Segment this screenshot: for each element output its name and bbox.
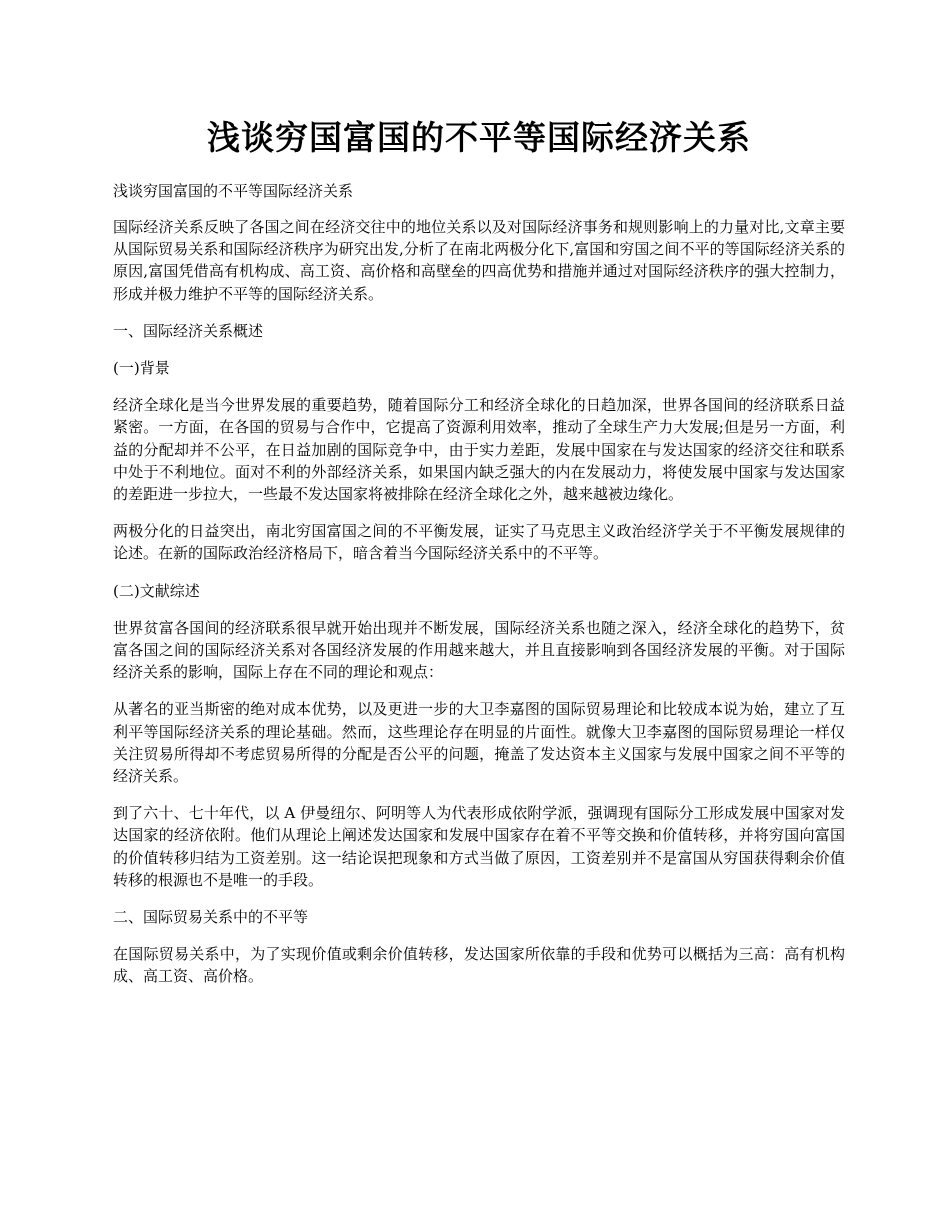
section-heading: 一、国际经济关系概述	[113, 321, 264, 340]
document-subtitle: 浅谈穷国富国的不平等国际经济关系	[113, 182, 354, 200]
paragraph: 到了六十、七十年代，以 A 伊曼纽尔、阿明等人为代表形成依附学派，强调现有国际分工形成发展中国家对发达国家的经济依附。他们从理论上阐述发达国家和发展中国家存在着不平等交换和价值转移，并将穷国向富国的价值转移归结为工资差别。这一结论误把现象和方式当做了原因，工资差别并不是富国从穷国获得剩余价值转移的根源也不是唯一的手段。	[113, 804, 845, 889]
section-heading: (二)文献综述	[113, 581, 200, 600]
document-page	[113, 0, 845, 1003]
section-heading: 二、国际贸易关系中的不平等	[113, 908, 309, 927]
document-title: 浅谈穷国富国的不平等国际经济关系	[207, 118, 751, 157]
paragraph: 从著名的亚当斯密的绝对成本优势，以及更进一步的大卫李嘉图的国际贸易理论和比较成本说为始，建立了互利平等国际经济关系的理论基础。然而，这些理论存在明显的片面性。就像大卫李嘉图的国际贸易理论一样仅关注贸易所得却不考虑贸易所得的分配是否公平的问题，掩盖了发达资本主义国家与发展中国家之间不平等的经济关系。	[113, 700, 845, 786]
paragraph: 经济全球化是当今世界发展的重要趋势，随着国际分工和经济全球化的日趋加深，世界各国间的经济联系日益紧密。一方面，在各国的贸易与合作中，它提高了资源利用效率，推动了全球生产力大发展;但是另一方面，利益的分配却并不公平，在日益加剧的国际竞争中，由于实力差距，发展中国家在与发达国家的经济交往和联系中处于不利地位。面对不利的外部经济关系，如果国内缺乏强大的内在发展动力，将使发展中国家与发达国家的差距进一步拉大，一些最不发达国家将被排除在经济全球化之外，越来越被边缘化。	[113, 396, 845, 504]
paragraph: 在国际贸易关系中，为了实现价值或剩余价值转移，发达国家所依靠的手段和优势可以概括为三高：高有机构成、高工资、高价格。	[113, 945, 845, 986]
document-body	[113, 216, 845, 988]
section-heading: (一)背景	[113, 359, 170, 378]
paragraph: 国际经济关系反映了各国之间在经济交往中的地位关系以及对国际经济事务和规则影响上的力量对比,文章主要从国际贸易关系和国际经济秩序为研究出发,分析了在南北两极分化下,富国和穷国之间不平的等国际经济关系的原因,富国凭借高有机构成、高工资、高价格和高壁垒的四高优势和措施并通过对国际经济秩序的强大控制力，形成并极力维护不平等的国际经济关系。	[113, 218, 845, 303]
paragraph: 世界贫富各国间的经济联系很早就开始出现并不断发展，国际经济关系也随之深入，经济全球化的趋势下，贫富各国之间的国际经济关系对各国经济发展的作用越来越大，并且直接影响到各国经济发展的平衡。对于国际经济关系的影响，国际上存在不同的理论和观点：	[113, 618, 845, 682]
paragraph: 两极分化的日益突出，南北穷国富国之间的不平衡发展，证实了马克思主义政治经济学关于不平衡发展规律的论述。在新的国际政治经济格局下，暗含着当今国际经济关系中的不平等。	[113, 522, 845, 563]
